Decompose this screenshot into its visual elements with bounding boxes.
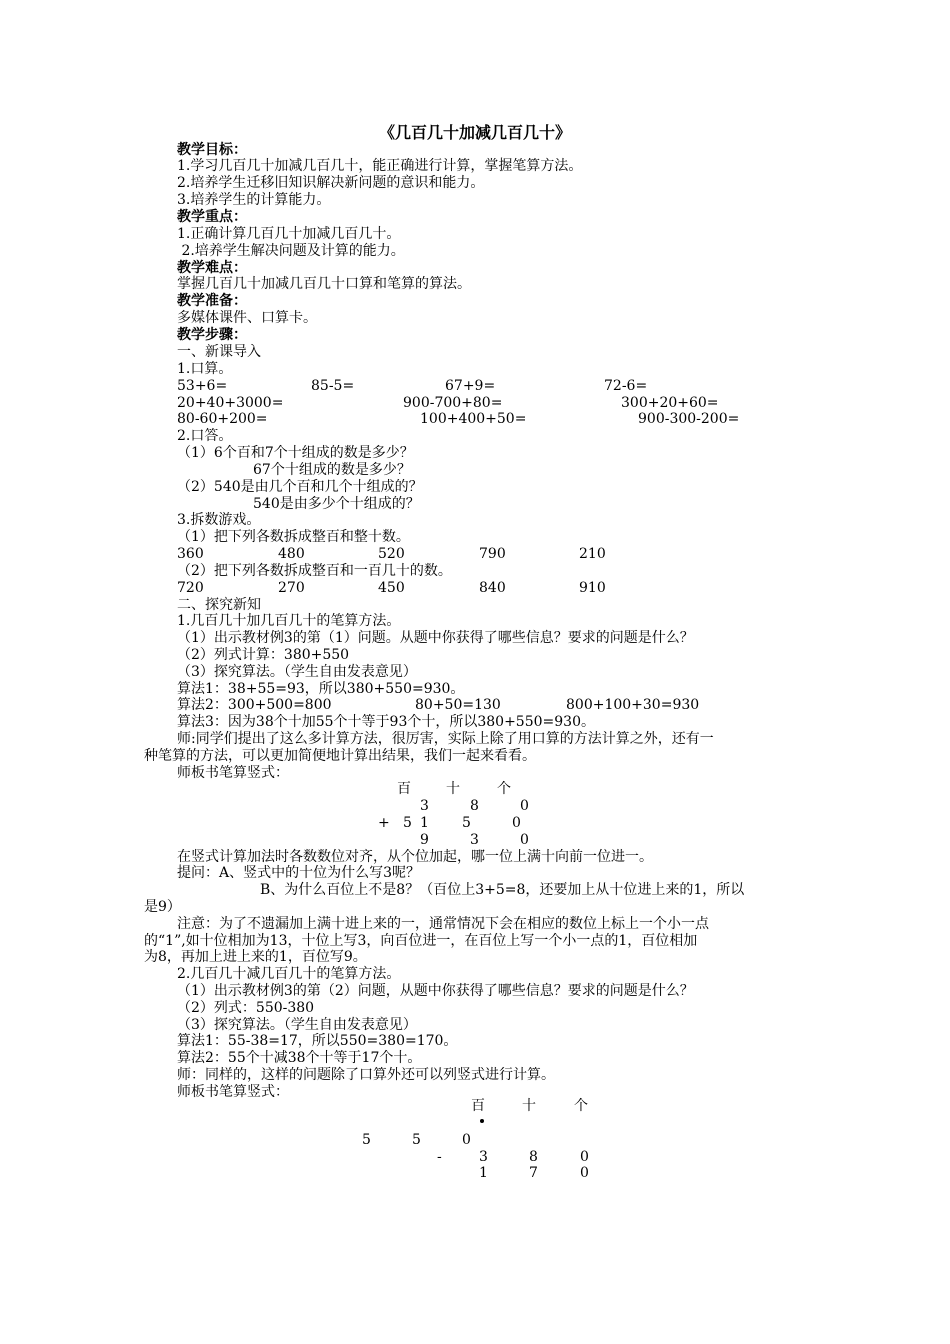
goal-item: 2.培养学生迁移旧知识解决新问题的意识和能力。 — [177, 175, 485, 191]
paragraph-text: 师板书笔算竖式： — [177, 765, 289, 781]
digit: 1 — [479, 1165, 488, 1181]
question-text: （3）探究算法。（学生自由发表意见） — [177, 664, 417, 680]
digit: 3 — [479, 1149, 488, 1165]
borrow-dot — [480, 1119, 484, 1123]
key-points-heading: 教学重点： — [177, 209, 247, 225]
question-text: （3）探究算法。（学生自由发表意见） — [177, 1017, 417, 1033]
calc-item: 300+20+60= — [621, 395, 719, 411]
paragraph-text: 的“1”,如十位相加为13，十位上写3，向百位进一，在百位上写一个小一点的1，百位相加 — [144, 933, 698, 949]
calc-item: 20+40+3000= — [177, 395, 284, 411]
key-point-item: 1.正确计算几百几十加减几百几十。 — [177, 226, 401, 242]
number-item: 910 — [579, 580, 606, 596]
algorithm-text: 算法1：38+55=93，所以380+550=930。 — [177, 681, 465, 697]
question-text: B、为什么百位上不是8？（百位上3+5=8，还要加上从十位进上来的1，所以 — [260, 882, 745, 898]
calc-item: 53+6= — [177, 378, 228, 394]
goal-item: 1.学习几百几十加减几百几十，能正确进行计算，掌握笔算方法。 — [177, 158, 583, 174]
preparation-text: 多媒体课件、口算卡。 — [177, 310, 317, 326]
algorithm-text: 算法2：300+500=800 — [177, 697, 332, 713]
digit: 5 — [403, 815, 412, 831]
number-item: 840 — [479, 580, 506, 596]
calc-item: 67+9= — [445, 378, 496, 394]
calc-item: 900-300-200= — [638, 411, 740, 427]
subsection-heading: 1.几百几十加几百几十的笔算方法。 — [177, 613, 401, 629]
preparation-heading: 教学准备： — [177, 293, 247, 309]
paragraph-text: 为8，再加上进上来的1，百位写9。 — [144, 949, 367, 965]
digit: 0 — [580, 1149, 589, 1165]
number-item: 790 — [479, 546, 506, 562]
calc-item: 80-60+200= — [177, 411, 268, 427]
digit: 5 — [412, 1132, 421, 1148]
question-text: （1）6个百和7个十组成的数是多少？ — [177, 445, 414, 461]
subsection-heading: 1.口算。 — [177, 361, 233, 377]
number-item: 450 — [378, 580, 405, 596]
section-heading: 一、新课导入 — [177, 344, 261, 360]
question-text: （1）出示教材例3的第（1）问题。从题中你获得了哪些信息？要求的问题是什么？ — [177, 630, 694, 646]
subsection-heading: 3.拆数游戏。 — [177, 512, 261, 528]
digit: 8 — [529, 1149, 538, 1165]
digit: 5 — [462, 815, 471, 831]
paragraph-text: 在竖式计算加法时各数数位对齐，从个位加起，哪一位上满十向前一位进一。 — [177, 849, 653, 865]
digit: 8 — [470, 798, 479, 814]
digit: 3 — [420, 798, 429, 814]
subsection-heading: 2.几百几十减几百几十的笔算方法。 — [177, 966, 401, 982]
document-title: 《几百几十加减几百几十》 — [378, 123, 571, 142]
question-text: 67个十组成的数是多少？ — [253, 462, 411, 478]
paragraph-text: 师:同学们提出了这么多计算方法，很厉害，实际上除了用口算的方法计算之外，还有一 — [177, 731, 714, 747]
algorithm-text: 算法1：55-38=17，所以550=380=170。 — [177, 1033, 458, 1049]
steps-heading: 教学步骤： — [177, 327, 247, 343]
question-text: （1）出示教材例3的第（2）问题，从题中你获得了哪些信息？要求的问题是什么？ — [177, 983, 694, 999]
number-item: 720 — [177, 580, 204, 596]
key-point-item: 2.培养学生解决问题及计算的能力。 — [177, 243, 405, 259]
question-text: 540是由多少个十组成的？ — [253, 496, 420, 512]
digit: 3 — [470, 832, 479, 848]
column-header: 十 — [522, 1098, 536, 1114]
calc-item: 85-5= — [311, 378, 355, 394]
instruction-text: （1）把下列各数拆成整百和整十数。 — [177, 529, 410, 545]
algorithm-text: 800+100+30=930 — [566, 697, 700, 713]
instruction-text: （2）把下列各数拆成整百和一百几十的数。 — [177, 563, 452, 579]
algorithm-text: 算法2：55个十减38个十等于17个十。 — [177, 1050, 422, 1066]
question-text: （2）540是由几个百和几个十组成的？ — [177, 479, 423, 495]
goal-item: 3.培养学生的计算能力。 — [177, 192, 331, 208]
question-text: 是9） — [144, 899, 181, 915]
operator-sign: - — [437, 1149, 442, 1165]
number-item: 360 — [177, 546, 204, 562]
digit: 7 — [529, 1165, 538, 1181]
number-item: 210 — [579, 546, 606, 562]
column-header: 个 — [497, 781, 511, 797]
column-header: 百 — [471, 1098, 485, 1114]
algorithm-text: 80+50=130 — [415, 697, 501, 713]
number-item: 520 — [378, 546, 405, 562]
column-header: 十 — [446, 781, 460, 797]
question-text: 提问：A、竖式中的十位为什么写3呢？ — [177, 865, 421, 881]
digit: 0 — [580, 1165, 589, 1181]
goals-heading: 教学目标： — [177, 142, 247, 158]
subsection-heading: 2.口答。 — [177, 428, 233, 444]
question-text: （2）列式：550-380 — [177, 1000, 315, 1016]
digit: 0 — [520, 832, 529, 848]
number-item: 270 — [278, 580, 305, 596]
section-heading: 二、探究新知 — [177, 597, 261, 613]
column-header: 个 — [574, 1098, 588, 1114]
paragraph-text: 师：同样的，这样的问题除了口算外还可以列竖式进行计算。 — [177, 1067, 555, 1083]
difficulty-text: 掌握几百几十加减几百几十口算和笔算的算法。 — [177, 276, 471, 292]
digit: 0 — [520, 798, 529, 814]
calc-item: 100+400+50= — [420, 411, 527, 427]
paragraph-text: 师板书笔算竖式： — [177, 1084, 289, 1100]
carry-digit: 1 — [420, 815, 429, 831]
calc-item: 72-6= — [604, 378, 648, 394]
digit: 5 — [362, 1132, 371, 1148]
digit: 0 — [462, 1132, 471, 1148]
paragraph-text: 种笔算的方法，可以更加简便地计算出结果，我们一起来看看。 — [144, 748, 536, 764]
question-text: （2）列式计算：380+550 — [177, 647, 350, 663]
number-item: 480 — [278, 546, 305, 562]
algorithm-text: 算法3：因为38个十加55个十等于93个十，所以380+550=930。 — [177, 714, 595, 730]
calc-item: 900-700+80= — [403, 395, 503, 411]
digit: 9 — [420, 832, 429, 848]
digit: 0 — [512, 815, 521, 831]
paragraph-text: 注意：为了不遗漏加上满十进上来的一，通常情况下会在相应的数位上标上一个小一点 — [177, 916, 709, 932]
column-header: 百 — [397, 781, 411, 797]
difficulty-heading: 教学难点： — [177, 260, 247, 276]
operator-sign: + — [378, 815, 390, 831]
